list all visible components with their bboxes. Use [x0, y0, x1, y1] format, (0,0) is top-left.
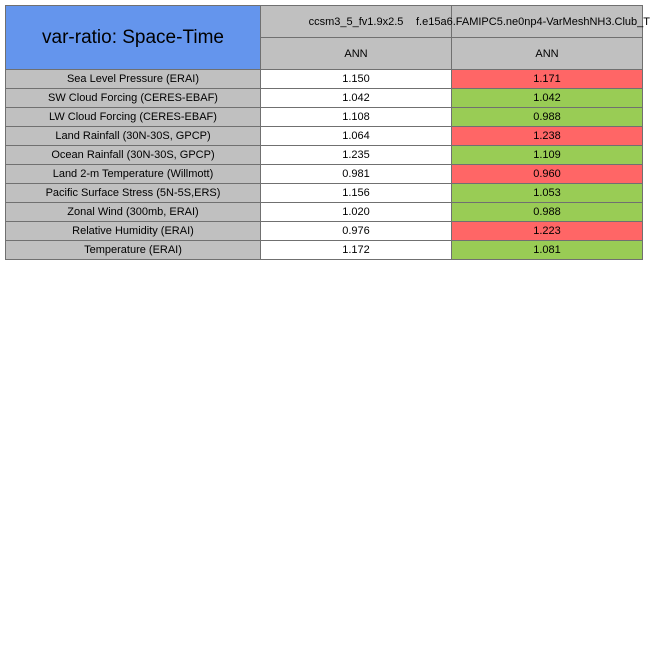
ratio-value-cell: 0.988: [452, 203, 643, 222]
table-row: [6, 222, 643, 241]
ratio-value-cell: 0.960: [452, 165, 643, 184]
ratio-value-cell: 0.981: [261, 165, 452, 184]
ratio-value-cell: 1.150: [261, 70, 452, 89]
ratio-value-cell: 0.988: [452, 108, 643, 127]
ratio-value-cell: 1.042: [261, 89, 452, 108]
case-header-row: [6, 6, 643, 38]
table-body: [6, 70, 643, 260]
table-row: [6, 241, 643, 260]
ratio-value-cell: 1.109: [452, 146, 643, 165]
ratio-value-cell: 1.053: [452, 184, 643, 203]
variable-label: Zonal Wind (300mb, ERAI): [6, 203, 261, 222]
ratio-value-cell: 1.223: [452, 222, 643, 241]
variable-label: Relative Humidity (ERAI): [6, 222, 261, 241]
table-row: [6, 203, 643, 222]
ratio-value-cell: 1.064: [261, 127, 452, 146]
case-name-header: ccsm3_5_fv1.9x2.5: [261, 6, 452, 38]
variable-label: Temperature (ERAI): [6, 241, 261, 260]
table-row: [6, 89, 643, 108]
ratio-value-cell: 1.108: [261, 108, 452, 127]
table-row: [6, 70, 643, 89]
variable-label: Sea Level Pressure (ERAI): [6, 70, 261, 89]
var-ratio-table: [5, 5, 650, 260]
table-row: [6, 127, 643, 146]
ratio-value-cell: 1.081: [452, 241, 643, 260]
variable-label: SW Cloud Forcing (CERES-EBAF): [6, 89, 261, 108]
variable-label: Ocean Rainfall (30N-30S, GPCP): [6, 146, 261, 165]
case-name-header: f.e15a6.FAMIPC5.ne0np4-VarMeshNH3.Club_T: [452, 6, 643, 38]
table-row: [6, 184, 643, 203]
table-title: var-ratio: Space-Time: [6, 6, 261, 70]
variable-label: Land 2-m Temperature (Willmott): [6, 165, 261, 184]
ratio-value-cell: 1.171: [452, 70, 643, 89]
variable-label: LW Cloud Forcing (CERES-EBAF): [6, 108, 261, 127]
ratio-value-cell: 1.172: [261, 241, 452, 260]
period-header: ANN: [452, 38, 643, 70]
var-ratio-table-container: [5, 5, 650, 260]
ratio-value-cell: 0.976: [261, 222, 452, 241]
ratio-value-cell: 1.156: [261, 184, 452, 203]
ratio-value-cell: 1.042: [452, 89, 643, 108]
table-row: [6, 108, 643, 127]
period-header: ANN: [261, 38, 452, 70]
ratio-value-cell: 1.020: [261, 203, 452, 222]
variable-label: Pacific Surface Stress (5N-5S,ERS): [6, 184, 261, 203]
table-row: [6, 146, 643, 165]
table-row: [6, 165, 643, 184]
ratio-value-cell: 1.238: [452, 127, 643, 146]
ratio-value-cell: 1.235: [261, 146, 452, 165]
variable-label: Land Rainfall (30N-30S, GPCP): [6, 127, 261, 146]
